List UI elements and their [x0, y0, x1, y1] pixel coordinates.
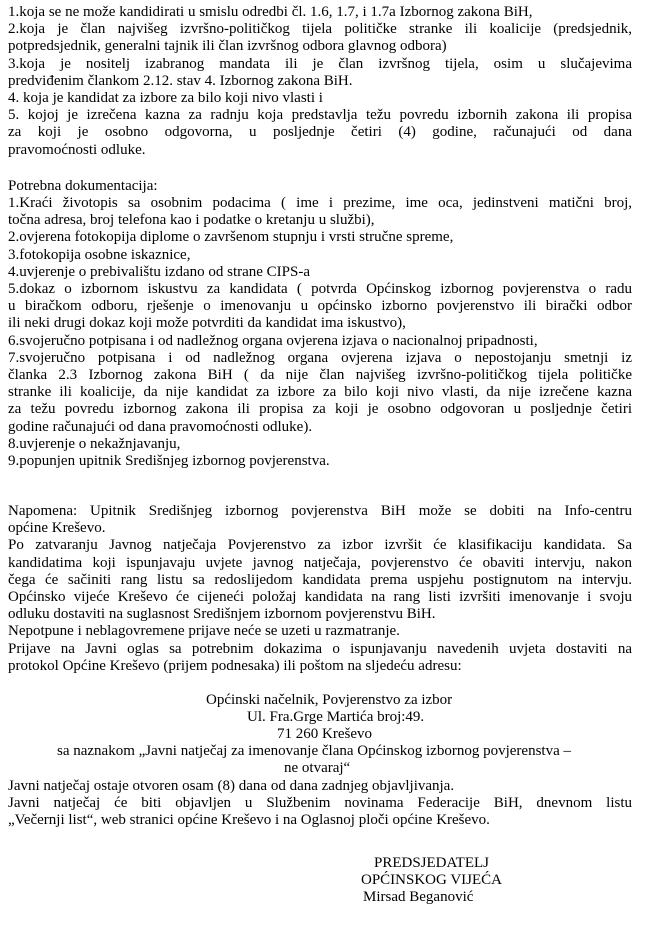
note-paragraph-line: čega će sačiniti rang listu sa redoslijedom kandidata prema uspjehu postignutom na intervju. [8, 571, 632, 588]
signature-title-line1: PREDSJEDATELJ [374, 855, 490, 871]
closing-paragraph-line: Javni natječaj će biti objavljen u Službenim novinama Federacije BiH, dnevnom listu [8, 795, 632, 812]
condition-item-line: 3.koja je nositelj izabranog mandata ili je član izvršnog tijela, osim u slučajevima [8, 55, 632, 72]
documentation-item-line: 5.dokaz o izbornom iskustvu za kandidata ( potvrda Općinskog izbornog povjerenstva o radu [8, 281, 632, 298]
note-paragraph-line: Općinsko vijeće Kreševo će cijeneći položaj kandidata na rang listi izvršiti imenovanje i svoju [8, 589, 632, 606]
documentation-item-line: u biračkom odboru, rješenje o imenovanju u općinsko izborno povjerenstvo ili birački odbor [8, 298, 632, 315]
notes-section [8, 503, 632, 675]
condition-item [8, 56, 632, 90]
closing-section [8, 778, 632, 830]
closing-paragraph [8, 778, 632, 795]
documentation-item [8, 453, 632, 470]
documentation-item [8, 229, 632, 246]
documentation-item-line: 7.svojeručno potpisana i od nadležnog organa ovjerena izjava o nepostojanju smetnji iz [8, 349, 632, 366]
condition-item-line: 1.koja se ne može kandidirati u smislu odredbi čl. 1.6, 1.7, i 1.7a Izbornog zakona BiH, [8, 4, 533, 20]
note-paragraph-line: Prijave na Javni oglas sa potrebnim dokazima o ispunjavanju navedenih uvjeta dostaviti na [8, 640, 632, 657]
address-recipient: Općinski načelnik, Povjerenstvo za izbor [206, 692, 453, 708]
condition-item [8, 107, 632, 159]
documentation-item [8, 333, 632, 350]
documentation-item [8, 436, 632, 453]
condition-item-line: 4. koja je kandidat za izbore za bilo koji nivo vlasti i [8, 90, 323, 107]
note-paragraph-line: Nepotpune i neblagovremene prijave neće se uzeti u razmatranje. [8, 623, 400, 640]
conditions-list [8, 4, 632, 159]
documentation-item-line: za težu povredu izbornog zakona ili propisa za koji je osobno odgovoran u posljednje četiri [8, 401, 632, 418]
documentation-item-line: točna adresa, broj telefona kao i podatke o kretanju u službi), [8, 212, 375, 229]
closing-paragraph-line: Javni natječaj ostaje otvoren osam (8) dana od dana zadnjeg objavljivanja. [8, 778, 455, 794]
documentation-item [8, 264, 632, 281]
condition-item-line: predviđenim člankom 2.12. stav 4. Izbornog zakona BiH. [8, 72, 353, 89]
documentation-item [8, 281, 632, 333]
signature-name: Mirsad Beganović [363, 889, 474, 905]
documentation-item-line: 1.Kraći životopis sa osobnim podacima ( ime i prezime, ime oca, jedinstveni matični broj, [8, 195, 632, 211]
note-paragraph [8, 537, 632, 623]
address-postal: 71 260 Kreševo [277, 726, 372, 742]
condition-item [8, 4, 632, 21]
condition-item-line: potpredsjednik, generalni tajnik ili član izvršnog odbora glavnog odbora) [8, 38, 447, 55]
closing-paragraph [8, 795, 632, 829]
documentation-item-line: 6.svojeručno potpisana i od nadležnog organa ovjerena izjava o nacionalnoj pripadnosti, [8, 332, 538, 349]
documentation-item [8, 247, 632, 264]
condition-item-line: za koji je osobno odgovorna, u posljednje četiri (4) godine, računajući od dana [8, 124, 632, 141]
documentation-item-line: 2.ovjerena fotokopija diplome o završenom stupnju i vrsti stručne spreme, [8, 229, 454, 246]
documentation-heading-text: Potrebna dokumentacija: [8, 178, 158, 194]
closing-paragraph-line: „Večernji list“, web stranici općine Kreševo i na Oglasnoj ploči općine Kreševo. [8, 812, 490, 829]
documentation-item [8, 195, 632, 229]
note-paragraph [8, 503, 632, 537]
documentation-item-line: ili neki drugi dokaz koji može potvrditi da kandidat ima iskustvo), [8, 315, 406, 332]
note-paragraph-line: kandidatima koji ispunjavaju uvjete javnog natječaja, povjerenstvo će obaviti intervju, nakon [8, 554, 632, 571]
note-paragraph-line: odluku dostaviti na suglasnost Središnjem izbornom povjerenstvu BiH. [8, 606, 436, 623]
note-paragraph [8, 623, 632, 640]
note-paragraph [8, 641, 632, 675]
note-paragraph-line: općine Kreševo. [8, 520, 106, 537]
documentation-heading [8, 178, 632, 195]
signature-title-line2: OPĆINSKOG VIJEĆA [361, 872, 502, 888]
condition-item-line: pravomoćnosti odluke. [8, 141, 146, 158]
documentation-item-line: članka 2.3 Izbornog zakona BiH ( da nije član najvišeg izvršno-političkog tijela političke [8, 367, 632, 384]
address-marking-line1: sa naznakom „Javni natječaj za imenovanje člana Općinskog izbornog povjerenstva – [57, 743, 571, 759]
documentation-item-line: godine računajući od dana pravomoćnosti odluke). [8, 418, 313, 435]
condition-item [8, 21, 632, 55]
documentation-list [8, 195, 632, 470]
note-paragraph-line: protokol Općine Kreševo (prijem podnesaka) ili poštom na sljedeću adresu: [8, 657, 462, 674]
documentation-item-line: 4.uvjerenje o prebivalištu izdano od strane CIPS-a [8, 263, 311, 280]
address-street: Ul. Fra.Grge Martića broj:49. [247, 709, 425, 725]
address-marking-line2: ne otvaraj“ [284, 760, 351, 776]
note-paragraph-line: Po zatvaranju Javnog natječaja Povjerenstvo za izbor izvršit će klasifikaciju kandidata. Sa [8, 537, 632, 554]
documentation-item-line: 9.popunjen upitnik Središnjeg izbornog povjerenstva. [8, 453, 330, 470]
documentation-item [8, 350, 632, 436]
documentation-item-line: 3.fotokopija osobne iskaznice, [8, 246, 191, 263]
condition-item-line: 2.koja je član najvišeg izvršno-političkog tijela političke stranke ili koalicije (predsjednik, [8, 21, 632, 38]
note-paragraph-line: Napomena: Upitnik Središnjeg izbornog povjerenstva BiH može se dobiti na Info-centru [8, 503, 632, 519]
documentation-item-line: 8.uvjerenje o nekažnjavanju, [8, 435, 181, 452]
condition-item-line: 5. kojoj je izrečena kazna za radnju koja predstavlja težu povredu izbornih zakona ili propisa [8, 107, 632, 124]
documentation-item-line: stranke ili koalicije, da nije kandidat za izbore za bilo koji nivo vlasti, da nije izrečene kazna [8, 384, 632, 401]
condition-item [8, 90, 632, 107]
